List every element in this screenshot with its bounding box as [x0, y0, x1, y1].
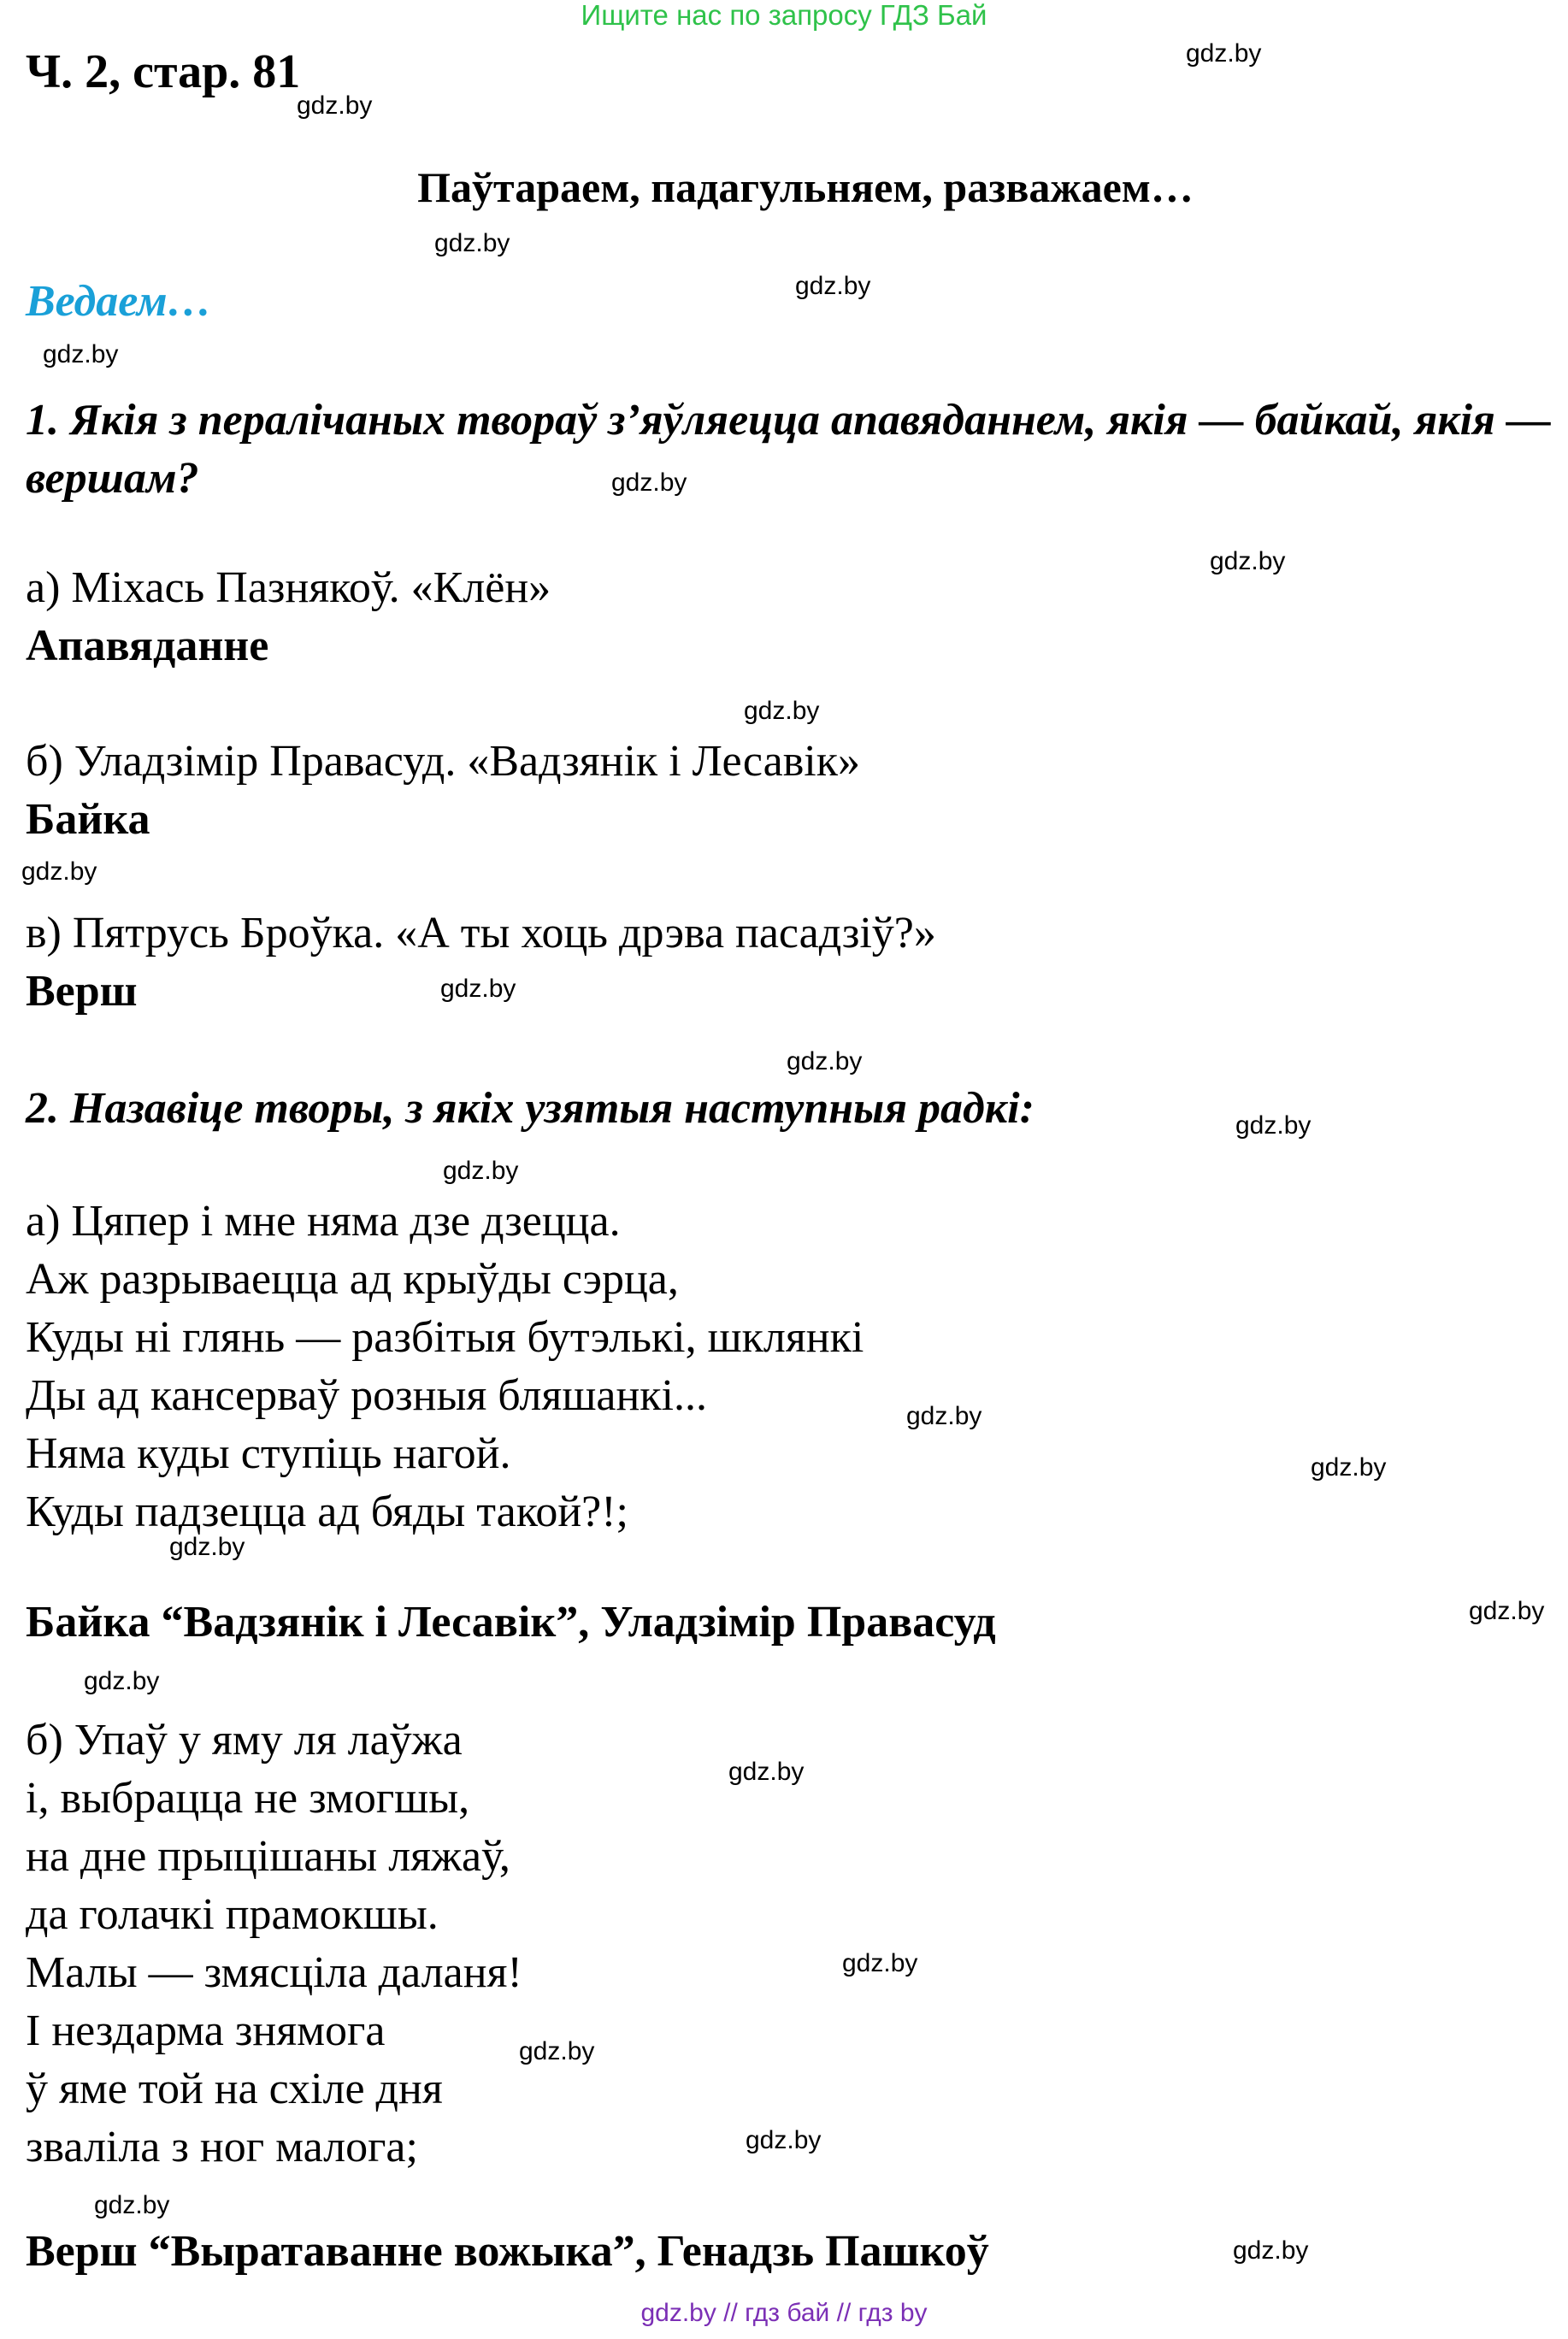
excerpt-a-line: Ды ад кансерваў розныя бляшанкі...: [26, 1371, 707, 1420]
watermark: gdz.by: [728, 1758, 805, 1786]
watermark: gdz.by: [84, 1667, 160, 1695]
excerpt-a-line: Няма куды ступіць нагой.: [26, 1429, 511, 1478]
excerpt-a-line: Аж разрываецца ад крыўды сэрца,: [26, 1255, 679, 1304]
excerpt-b-line: на дне прыцішаны ляжаў,: [26, 1832, 510, 1881]
watermark: gdz.by: [21, 857, 97, 886]
watermark: gdz.by: [519, 2037, 595, 2065]
excerpt-a-line: Куды ні глянь — разбітыя бутэлькі, шклянкі: [26, 1313, 864, 1362]
watermark: gdz.by: [1233, 2236, 1309, 2265]
question-1: 1. Якія з пералічаных твораў з’яўляецца апавяданнем, якія — байкай, якія — вершам?: [26, 396, 1551, 503]
page-heading: Паўтараем, падагульняем, разважаем…: [417, 163, 1194, 211]
watermark: gdz.by: [842, 1949, 918, 1977]
section-label: Ведаем…: [26, 277, 212, 326]
excerpt-b-line: зваліла з ног малога;: [26, 2123, 418, 2171]
q1-answer-a: Апавяданне: [26, 622, 269, 670]
excerpt-b-answer: Верш “Выратаванне вожыка”, Генадзь Пашкоў: [26, 2227, 989, 2276]
watermark: gdz.by: [440, 975, 516, 1003]
excerpt-b-line: і, выбрацца не змогшы,: [26, 1774, 470, 1823]
top-banner-link[interactable]: Ищите нас по запросу ГДЗ Бай: [581, 0, 987, 31]
watermark: gdz.by: [795, 272, 871, 300]
watermark: gdz.by: [169, 1533, 245, 1561]
q1-answer-b: Байка: [26, 795, 150, 844]
watermark: gdz.by: [434, 229, 510, 257]
excerpt-b: [26, 1712, 522, 2177]
question-2: 2. Назавіце творы, з якіх узятыя наступныя радкі:: [26, 1084, 1035, 1133]
watermark: gdz.by: [906, 1402, 982, 1430]
watermark: gdz.by: [1469, 1597, 1545, 1625]
q1-answer-c: Верш: [26, 967, 138, 1016]
q1-item-c: в) Пятрусь Броўка. «А ты хоць дрэва пасадзіў?»: [26, 909, 936, 957]
watermark: gdz.by: [1311, 1453, 1387, 1482]
watermark: gdz.by: [1186, 39, 1262, 68]
excerpt-b-line: б) Упаў у яму ля лаўжа: [26, 1716, 463, 1765]
watermark: gdz.by: [787, 1047, 863, 1075]
watermark: gdz.by: [744, 697, 820, 725]
excerpt-b-line: Малы — змясціла даланя!: [26, 1948, 522, 1997]
excerpt-a-line: Куды падзецца ад бяды такой?!;: [26, 1488, 628, 1536]
watermark: gdz.by: [1235, 1111, 1312, 1140]
excerpt-a-line: а) Цяпер і мне няма дзе дзецца.: [26, 1197, 621, 1246]
excerpt-b-line: да голачкі прамокшы.: [26, 1890, 439, 1939]
excerpt-a-answer: Байка “Вадзянік і Лесавік”, Уладзімір Правасуд: [26, 1598, 996, 1647]
q1-item-a: а) Міхась Пазнякоў. «Клён»: [26, 563, 551, 612]
watermark: gdz.by: [443, 1157, 519, 1185]
watermark: gdz.by: [94, 2191, 170, 2219]
excerpt-b-line: І нездарма знямога: [26, 2006, 386, 2055]
watermark: gdz.by: [611, 468, 687, 497]
watermark: gdz.by: [43, 340, 119, 368]
excerpt-a: [26, 1193, 864, 1541]
q1-item-b: б) Уладзімір Правасуд. «Вадзянік і Лесавік»: [26, 737, 860, 786]
footer-links[interactable]: gdz.by // гдз бай // гдз by: [640, 2299, 928, 2327]
page-label: Ч. 2, стар. 81: [26, 45, 301, 98]
watermark: gdz.by: [1210, 547, 1286, 575]
watermark: gdz.by: [746, 2126, 822, 2154]
excerpt-b-line: ў яме той на схіле дня: [26, 2065, 443, 2113]
watermark: gdz.by: [297, 91, 373, 120]
